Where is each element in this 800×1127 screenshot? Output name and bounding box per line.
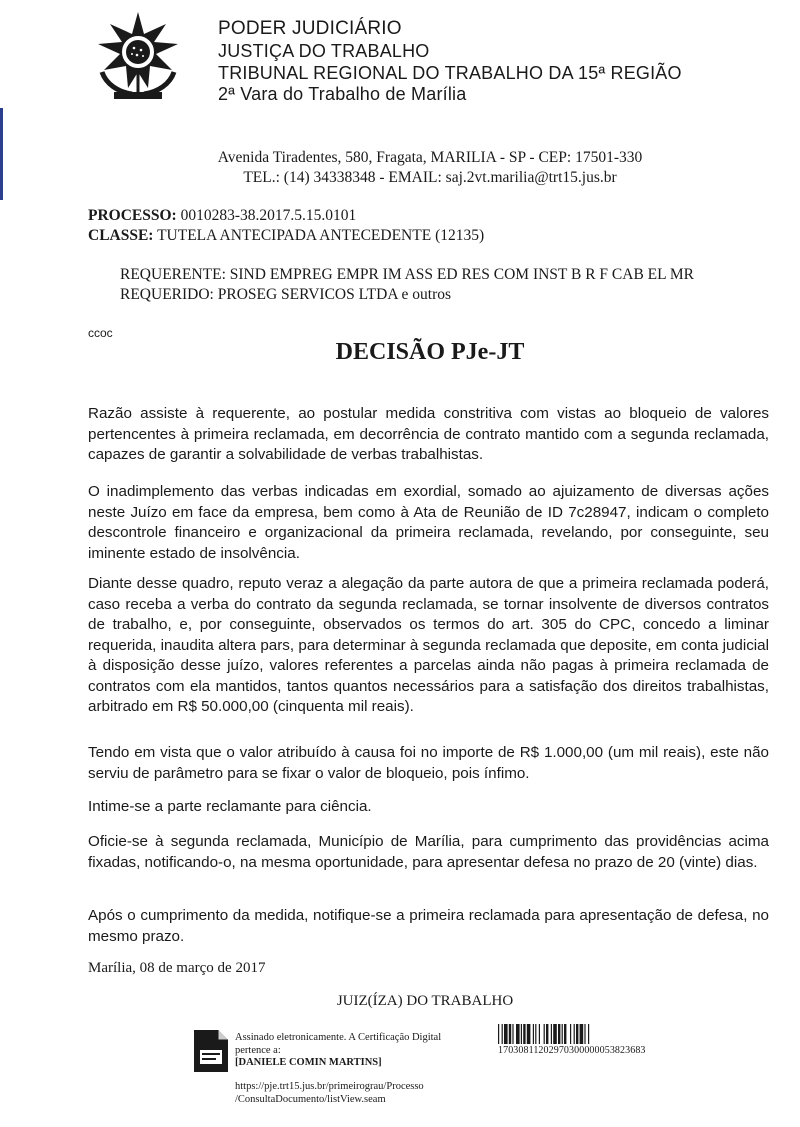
verification-url-line-2[interactable]: /ConsultaDocumento/listView.seam bbox=[235, 1094, 386, 1105]
paragraph-6: Oficie-se à segunda reclamada, Município de Marília, para cumprimento das providências acima fixadas, notificando-o, na mesma oportunidade, para apresentar defesa no prazo de 20 (vinte) dias. bbox=[88, 833, 769, 871]
document-icon bbox=[192, 1028, 230, 1074]
brazil-coat-of-arms-icon bbox=[88, 10, 188, 102]
barcode-icon bbox=[498, 1024, 658, 1044]
verification-url-line-1[interactable]: https://pje.trt15.jus.br/primeirograu/Processo bbox=[235, 1081, 424, 1092]
address-line: Avenida Tiradentes, 580, Fragata, MARILIA - SP - CEP: 17501-330 bbox=[217, 149, 643, 166]
signature-note-line-2: pertence a: bbox=[235, 1045, 281, 1056]
requerido-line: REQUERIDO: PROSEG SERVICOS LTDA e outros bbox=[120, 286, 452, 303]
contact-line: TEL.: (14) 34338348 - EMAIL: saj.2vt.marilia@trt15.jus.br bbox=[243, 169, 617, 186]
paragraph-7: Após o cumprimento da medida, notifique-se a primeira reclamada para apresentação de defesa, no mesmo prazo. bbox=[88, 907, 769, 945]
barcode-number: 17030811202970300000053823683 bbox=[498, 1045, 646, 1056]
classe-label: CLASSE: bbox=[88, 227, 154, 244]
ccoc-mark: ccoc bbox=[88, 326, 113, 340]
processo-value: 0010283-38.2017.5.15.0101 bbox=[180, 207, 357, 224]
header-line-2: JUSTIÇA DO TRABALHO bbox=[218, 41, 430, 61]
processo-line bbox=[88, 206, 356, 225]
date-line: Marília, 08 de março de 2017 bbox=[88, 960, 266, 976]
header-line-1: PODER JUDICIÁRIO bbox=[218, 18, 402, 39]
paragraph-1: Razão assiste à requerente, ao postular medida constritiva com vistas ao bloqueio de valores pertencentes à primeira reclamada, em decorrência de contrato mantido com a segunda reclamada, capazes de garantir a solvabilidade de verbas trabalhistas. bbox=[88, 405, 769, 463]
paragraph-5: Intime-se a parte reclamante para ciência. bbox=[88, 798, 372, 815]
signature-title: JUIZ(ÍZA) DO TRABALHO bbox=[336, 993, 514, 1009]
classe-value: TUTELA ANTECIPADA ANTECEDENTE (12135) bbox=[157, 227, 485, 244]
header-line-3: TRIBUNAL REGIONAL DO TRABALHO DA 15ª REGIÃO bbox=[218, 63, 682, 83]
paragraph-4: Tendo em vista que o valor atribuído à causa foi no importe de R$ 1.000,00 (um mil reais), este não serviu de parâmetro para se fixar o valor de bloqueio, pois ínfimo. bbox=[88, 744, 769, 782]
classe-line bbox=[88, 226, 484, 245]
document-title: DECISÃO PJe-JT bbox=[335, 339, 525, 365]
paragraph-3: Diante desse quadro, reputo veraz a alegação da parte autora de que a primeira reclamada poderá, caso receba a verba do contrato da segunda reclamada, se tornar insolvente de diversos contratos de trabalho, e, por conseguinte, observados os termos do art. 305 do CPC, concedo a liminar requerida, inaudita altera pars, para determinar à segunda reclamada que deposite, em conta judicial à disposição desse juízo, valores referentes a parcelas ainda não pagas à primeira reclamada de contratos com ela mantidos, tantos quantos necessários para a satisfação dos direitos trabalhistas, arbitrado em R$ 50.000,00 (cinquenta mil reais). bbox=[88, 575, 769, 715]
signature-note-line-1: Assinado eletronicamente. A Certificação Digital bbox=[235, 1032, 442, 1043]
header-line-4: 2ª Vara do Trabalho de Marília bbox=[218, 84, 467, 104]
signer-name: [DANIELE COMIN MARTINS] bbox=[235, 1057, 382, 1068]
processo-label: PROCESSO: bbox=[88, 207, 177, 224]
requerente-line: REQUERENTE: SIND EMPREG EMPR IM ASS ED RES COM INST B R F CAB EL MR bbox=[120, 266, 695, 283]
paragraph-2: O inadimplemento das verbas indicadas em exordial, somado ao ajuizamento de diversas ações neste Juízo em face da empresa, bem como à Ata de Reunião de ID 7c28947, indicam o completo descontrole financeiro e organizacional da primeira reclamada, revelando, por conseguinte, seu iminente estado de insolvência. bbox=[88, 483, 769, 562]
